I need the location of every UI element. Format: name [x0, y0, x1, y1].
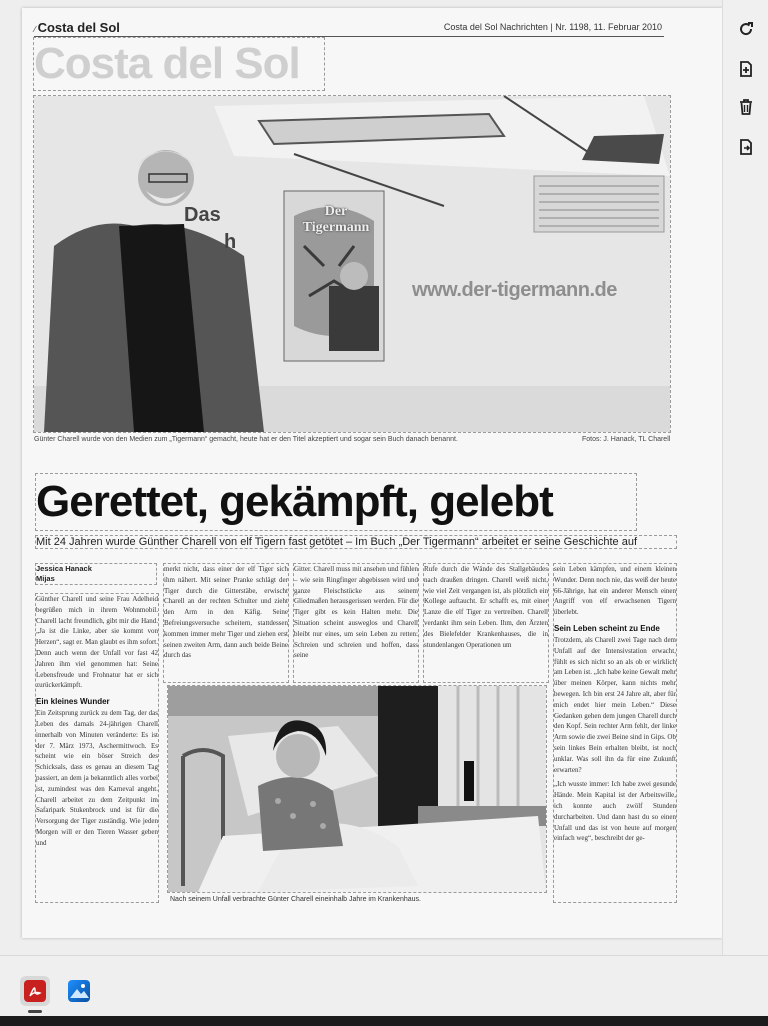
author-city: Mijas — [36, 574, 55, 583]
active-app-indicator — [28, 1010, 42, 1013]
article-column-1 — [36, 594, 158, 902]
column-3-paragraph: Gitter. Charell muss mit ansehen und fühlen – wie sein Ringfinger abgebissen wird und ganze Fleischstücke aus seinem Gliedmaßen herausgerissen werden. Für die Tiger gibt es kein Halten mehr. Die Situation scheint ausweglos und Charell bleibt nur eines, um sein Leben zu retten: Schreien und schreien und hoffen, dass seine — [294, 565, 418, 660]
article-column-5 — [554, 564, 676, 902]
header-rule — [34, 36, 664, 37]
add-page-icon — [737, 60, 755, 78]
book-cover-title: Der Tigermann — [302, 204, 370, 235]
subheading-wunder: Ein kleines Wunder — [36, 697, 110, 707]
taskbar — [0, 955, 768, 1026]
section-label: ⁄ Costa del Sol — [34, 20, 120, 35]
column-4-paragraph: Rufe durch die Wände des Stallgebäudes nach draußen dringen. Charell weiß nicht, wie viel Zeit vergangen ist, als plötzlich ein Kollege auftaucht. Er schafft es, mit einer Lanze die elf Tiger zu vertreiben. Charell verdankt ihm sein Leben. Ihm, den Ärzten des Bielefelder Krankenhauses, die in stundenlangen Operationen um — [424, 565, 548, 649]
hospital-photo-image — [168, 686, 546, 892]
trash-icon — [737, 98, 755, 116]
main-photo-image — [34, 96, 670, 432]
export-button[interactable] — [735, 136, 757, 158]
article-column-3 — [294, 564, 418, 682]
hospital-photo-caption: Nach seinem Unfall verbrachte Günter Charell eineinhalb Jahre im Krankenhaus. — [170, 896, 421, 903]
article-column-2 — [164, 564, 288, 682]
delete-button[interactable] — [735, 96, 757, 118]
column-2-paragraph: merkt nicht, dass einer der elf Tiger sich ihm nähert. Mit seiner Pranke schlägt der Tiger durch die Gitterstäbe, erwischt Charell an der rechten Schulter und zieht den Arm in den Käfig. Seine Befreiungsversuche scheitern, stattdessen kommen immer mehr Tiger und ziehen erst seinen zweiten Arm, dann auch beide Beine durch das — [164, 565, 288, 660]
subheading-ende: Sein Leben scheint zu Ende — [554, 623, 660, 633]
section-marker-icon: ⁄ — [34, 25, 38, 34]
main-photo-caption: Günter Charell wurde von den Medien zum „Tigermann“ gemacht, heute hat er den Titel akzeptiert und sogar sein Buch danach benannt. — [34, 436, 458, 443]
column-1-paragraph: Günther Charell und seine Frau Adelheid begrüßen mich in ihrem Wohnmobil. Charell lacht freundlich, gibt mir die Hand. „Ja ist die Linke, aber sie kommt von Herzen“, sagt er. Man glaubt es ihm sofort. Denn auch wenn der Unfall vor fast 42 Jahren ihm viel genommen hat: Seine Lebensfreude und Frohnatur hat er sich zurückerkämpft. — [36, 595, 158, 690]
masthead: Costa del Sol — [34, 38, 324, 90]
pdf-reader-icon — [24, 980, 46, 1002]
article-headline: Gerettet, gekämpft, gelebt — [36, 474, 636, 530]
main-photo — [34, 96, 670, 432]
author-name: Jessica Hanack — [36, 564, 92, 573]
column-5-paragraph: „Ich wusste immer: Ich habe zwei gesunde Hände. Mein Kapital ist der Arbeitswille, ich konnte auch zwölf Stunden durcharbeiten. Und dann hast du so einen Unfall und das ist von heute auf morgen einfach weg“, beschreibt der ge- — [554, 780, 676, 843]
website-text: www.der-tigermann.de — [412, 279, 617, 301]
add-page-button[interactable] — [735, 58, 757, 80]
newspaper-page — [22, 8, 722, 938]
issue-info: Costa del Sol Nachrichten | Nr. 1198, 11. Februar 2010 — [443, 22, 662, 32]
article-subheadline: Mit 24 Jahren wurde Günther Charell von elf Tigern fast getötet – Im Buch „Der Tigermann“ arbeitet er seine Geschichte auf — [36, 536, 676, 548]
article-column-4 — [424, 564, 548, 682]
hospital-photo — [168, 686, 546, 892]
column-5-paragraph: sein Leben kämpfen, und einem kleinen Wunder. Denn noch nie, das weiß der heute 66-Jährige, hat ein anderer Mensch einen Angriff von elf erwachsenen Tigern überlebt. — [554, 565, 676, 617]
svg-text:h: h — [224, 231, 237, 253]
refresh-button[interactable] — [735, 18, 757, 40]
svg-text:Das: Das — [184, 204, 221, 226]
photos-app-icon — [68, 980, 90, 1002]
pdf-reader-app[interactable] — [20, 976, 50, 1006]
column-5-paragraph: Trotzdem, als Charell zwei Tage nach dem Unfall auf der Intensivstation erwacht, fühlt es sich nicht so an als ob er wirklich am Leben ist. „Ich habe keine Gewalt mehr über meinen Körper, kann nichts mehr bewegen. Ich bin erst 24 Jahre alt, aber für mich endet hier mein Leben.“ Diese Gedanken gehen dem jungen Charell durch den Kopf. Sein rechter Arm fehlt, der linke Arm sowie die zwei Beine sind in Gips. Ob sein linkes Bein erhalten bleibt, ist noch unklar. Was soll ihn da für eine Zukunft erwarten? — [554, 635, 676, 774]
photo-credit: Fotos: J. Hanack, TL Charell — [582, 436, 671, 443]
refresh-icon — [737, 20, 755, 38]
tool-sidebar — [722, 0, 768, 955]
photos-app[interactable] — [64, 976, 94, 1006]
column-1-paragraph: Ein Zeitsprung zurück zu dem Tag, der das Leben des damals 24-jährigen Charell innerhalb von Minuten veränderte: Es ist der 7. März 1973, Aschermittwoch. Es scheint wie ein böser Streich des Schicksals, dass es genau an diesem Tag passiert, an dem ja bekanntlich alles vorbei ist, zumindest was den Karneval angeht. Charell arbeitet zu dem Zeitpunkt im Safaripark Stukenbrock und ist für die Versorgung der Tiger zuständig. Wie jeden Morgen will er den Tieren Wasser geben und — [36, 709, 158, 847]
export-icon — [737, 138, 755, 156]
author-byline — [36, 564, 156, 584]
